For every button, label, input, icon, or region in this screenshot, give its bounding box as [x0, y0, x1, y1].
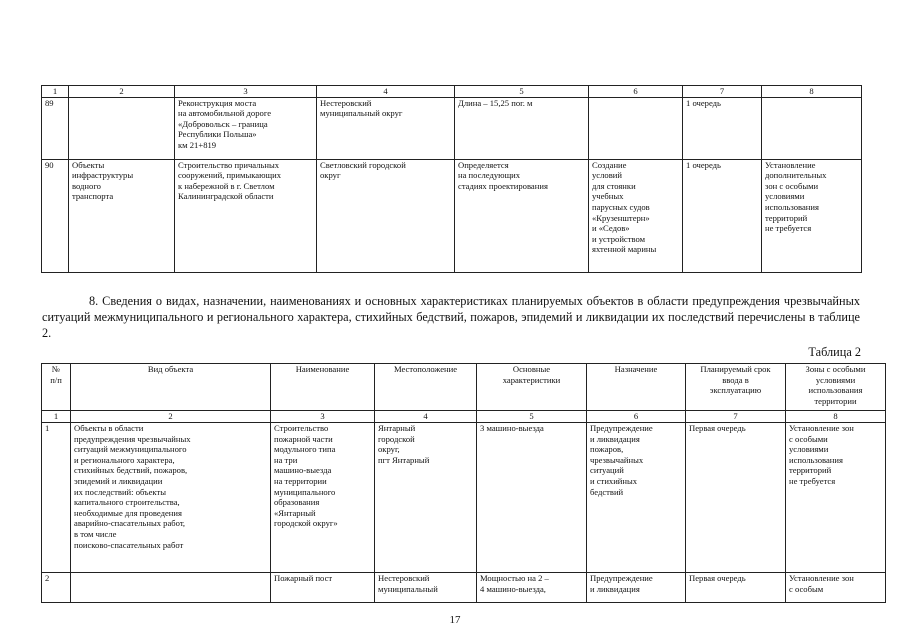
object-type: Объекты в области предупреждения чрезвычайных ситуаций межмуниципального и регионального характера, стихийных бедствий, пожаров, эпидемий и ликвидации их последствий: объекты капитального строительства, необходимые для проведения аварийно-спасательных работ, в том числе поисково-спасательных работ [71, 423, 271, 573]
object-type [69, 97, 175, 159]
object-zones [762, 97, 862, 159]
object-purpose [589, 97, 683, 159]
table-row [42, 573, 886, 603]
object-characteristics: 3 машино-выезда [477, 423, 587, 573]
col-number: 6 [589, 86, 683, 98]
header-characteristics: Основные характеристики [477, 364, 587, 411]
object-term: Первая очередь [686, 573, 786, 603]
object-purpose: Создание условий для стоянки учебных парусных судов «Крузенштерн» и «Седов» и устройством яхтенной марины [589, 159, 683, 272]
header-row [42, 364, 886, 411]
section-8-paragraph: 8. Сведения о видах, назначении, наименованиях и основных характеристиках планируемых объектов в области предупреждения чрезвычайных ситуаций межмуниципального и регионального характера, стихийных бедствий, пожаров, эпидемий и ликвидации их последствий перечислены в таблице 2. [42, 294, 860, 340]
page-number: 17 [449, 614, 461, 626]
header-type: Вид объекта [71, 364, 271, 411]
header-number: № п/п [42, 364, 71, 411]
object-name: Строительство причальных сооружений, примыкающих к набережной в г. Светлом Калининградской области [175, 159, 317, 272]
object-zones: Установление зон с особым [786, 573, 886, 603]
col-number: 7 [686, 411, 786, 423]
table-2 [41, 363, 886, 603]
object-term: 1 очередь [683, 159, 762, 272]
col-number: 1 [42, 86, 69, 98]
col-number: 6 [587, 411, 686, 423]
column-number-row [42, 411, 886, 423]
header-term: Планируемый срок ввода в эксплуатацию [686, 364, 786, 411]
table-row [42, 97, 862, 159]
table-2-caption: Таблица 2 [808, 345, 861, 359]
object-characteristics: Длина – 15,25 пог. м [455, 97, 589, 159]
col-number: 5 [477, 411, 587, 423]
table-row [42, 423, 886, 573]
table-1-continuation [41, 85, 862, 273]
row-number: 1 [42, 423, 71, 573]
col-number: 7 [683, 86, 762, 98]
object-location: Янтарный городской округ, пгт Янтарный [375, 423, 477, 573]
header-zones: Зоны с особыми условиями использования территории [786, 364, 886, 411]
table-row [42, 159, 862, 272]
header-name: Наименование [271, 364, 375, 411]
object-name: Реконструкция моста на автомобильной дороге «Добровольск – граница Республики Польша» км 21+819 [175, 97, 317, 159]
object-type [71, 573, 271, 603]
col-number: 1 [42, 411, 71, 423]
object-location: Нестеровский муниципальный округ [317, 97, 455, 159]
object-purpose: Предупреждение и ликвидация [587, 573, 686, 603]
object-term: 1 очередь [683, 97, 762, 159]
object-name: Пожарный пост [271, 573, 375, 603]
col-number: 3 [175, 86, 317, 98]
header-purpose: Назначение [587, 364, 686, 411]
object-name: Строительство пожарной части модульного типа на три машино-выезда на территории муниципального образования «Янтарный городской округ» [271, 423, 375, 573]
col-number: 8 [786, 411, 886, 423]
col-number: 3 [271, 411, 375, 423]
object-term: Первая очередь [686, 423, 786, 573]
col-number: 5 [455, 86, 589, 98]
header-location: Местоположение [375, 364, 477, 411]
object-location: Нестеровский муниципальный [375, 573, 477, 603]
col-number: 4 [375, 411, 477, 423]
object-location: Светловский городской округ [317, 159, 455, 272]
object-type: Объекты инфраструктуры водного транспорта [69, 159, 175, 272]
object-zones: Установление дополнительных зон с особыми условиями использования территорий не требуется [762, 159, 862, 272]
object-characteristics: Мощностью на 2 – 4 машино-выезда, [477, 573, 587, 603]
col-number: 2 [71, 411, 271, 423]
object-purpose: Предупреждение и ликвидация пожаров, чрезвычайных ситуаций и стихийных бедствий [587, 423, 686, 573]
row-number: 90 [42, 159, 69, 272]
row-number: 2 [42, 573, 71, 603]
col-number: 2 [69, 86, 175, 98]
col-number: 8 [762, 86, 862, 98]
object-zones: Установление зон с особыми условиями использования территорий не требуется [786, 423, 886, 573]
column-number-row [42, 86, 862, 98]
object-characteristics: Определяется на последующих стадиях проектирования [455, 159, 589, 272]
row-number: 89 [42, 97, 69, 159]
col-number: 4 [317, 86, 455, 98]
